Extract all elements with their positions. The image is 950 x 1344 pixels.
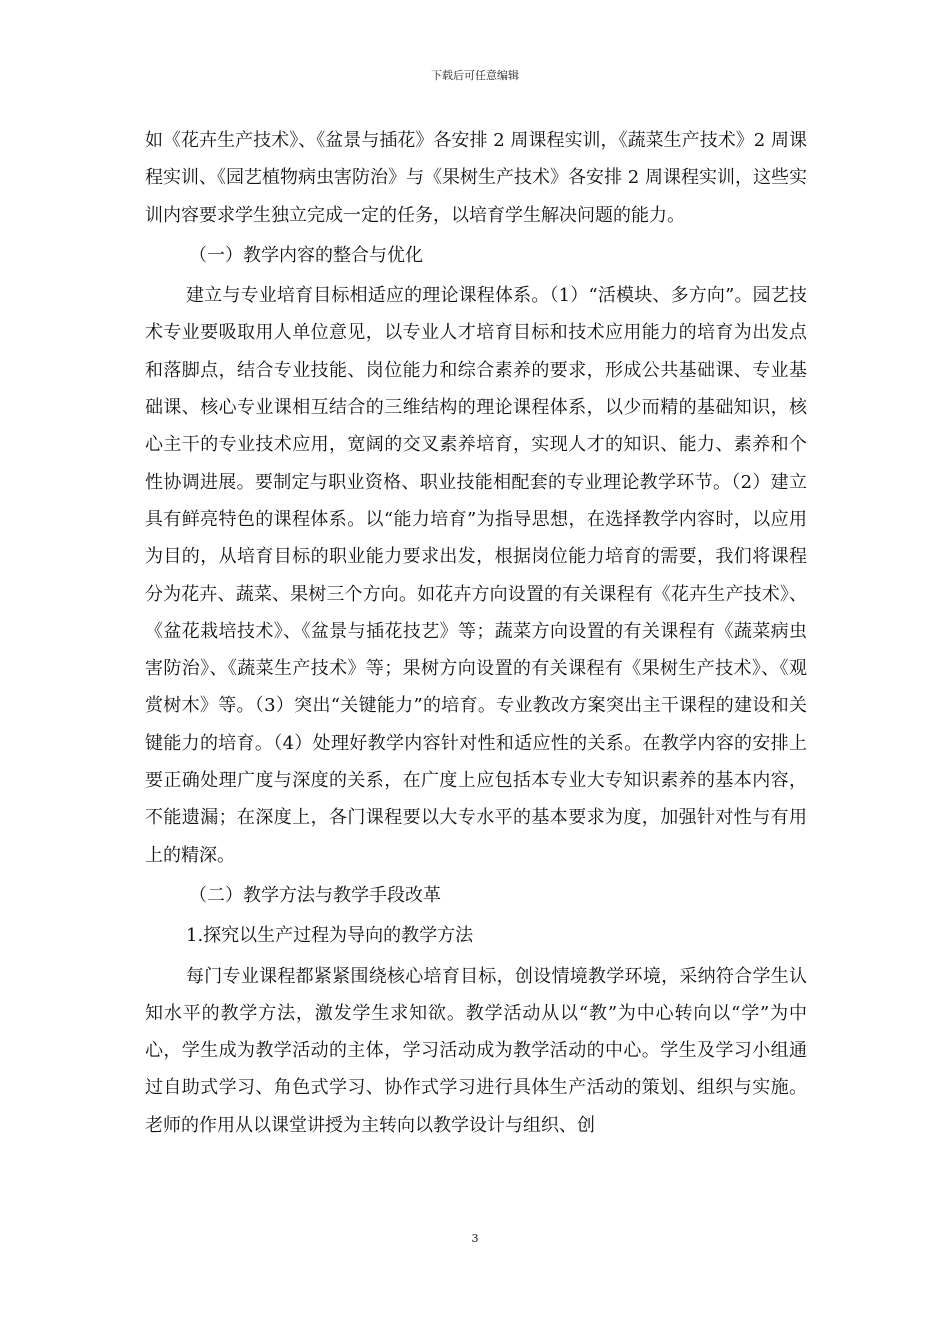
- page-number: 3: [471, 1232, 479, 1245]
- section-heading-teaching-methods: （二）教学方法与教学手段改革: [189, 884, 441, 906]
- section-heading-content-integration: （一）教学内容的整合与优化: [189, 244, 423, 266]
- paragraph-teaching-activity: 每门专业课程都紧紧围绕核心培育目标，创设情境教学环境，采纳符合学生认知水平的教学方法，激发学生求知欲。教学活动从以“教”为中心转向以“学”为中心，学生成为教学活动的主体，学习活动成为教学活动的中心。学生及学习小组通过自助式学习、角色式学习、协作式学习进行具体生产活动的策划、组织与实施。老师的作用从以课堂讲授为主转向以教学设计与组织、创: [145, 965, 807, 1136]
- page-header: 下载后可任意编辑: [431, 69, 519, 82]
- paragraph-curriculum-system: 建立与专业培育目标相适应的理论课程体系。（1）“活模块、多方向”。园艺技术专业要吸取用人单位意见，以专业人才培育目标和技术应用能力的培育为出发点和落脚点，结合专业技能、岗位能力和综合素养的要求，形成公共基础课、专业基础课、核心专业课相互结合的三维结构的理论课程体系，以少而精的基础知识，核心主干的专业技术应用，宽阔的交叉素养培育，实现人才的知识、能力、素养和个性协调进展。要制定与职业资格、职业技能相配套的专业理论教学环节。（2）建立具有鲜亮特色的课程体系。以“能力培育”为指导思想，在选择教学内容时，以应用为目的，从培育目标的职业能力要求出发，根据岗位能力培育的需要，我们将课程分为花卉、蔬菜、果树三个方向。如花卉方向设置的有关课程有《花卉生产技术》、《盆花栽培技术》、《盆景与插花技艺》等；蔬菜方向设置的有关课程有《蔬菜病虫害防治》、《蔬菜生产技术》等；果树方向设置的有关课程有《果树生产技术》、《观赏树木》等。（3）突出“关键能力”的培育。专业教改方案突出主干课程的建设和关键能力的培育。（4）处理好教学内容针对性和适应性的关系。在教学内容的安排上要正确处理广度与深度的关系，在广度上应包括本专业大专知识素养的基本内容，不能遗漏；在深度上，各门课程要以大专水平的基本要求为度，加强针对性与有用上的精深。: [145, 285, 807, 866]
- paragraph-practical-training: 如《花卉生产技术》、《盆景与插花》各安排 2 周课程实训，《蔬菜生产技术》2 周课程实训、《园艺植物病虫害防治》与《果树生产技术》各安排 2 周课程实训，这些实训内容要求学生独立完成一定的任务，以培育学生解决问题的能力。: [145, 130, 807, 226]
- document-body: [145, 122, 807, 1144]
- subheading-production-process-method: 1.探究以生产过程为导向的教学方法: [186, 925, 474, 947]
